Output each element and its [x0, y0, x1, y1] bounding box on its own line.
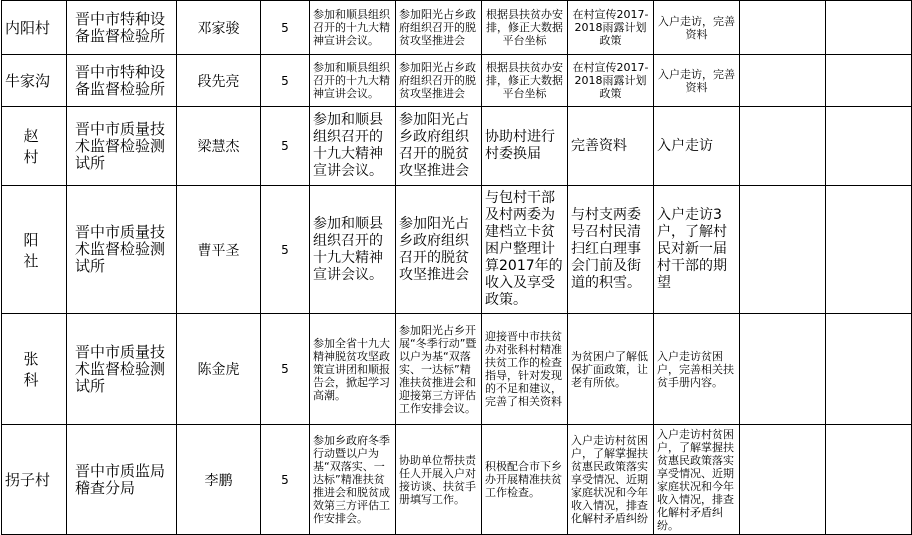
days-cell: 5 [261, 55, 310, 107]
empty-cell [740, 186, 826, 314]
days-cell: 5 [261, 186, 310, 314]
table-row [2, 425, 912, 535]
days-cell: 5 [261, 314, 310, 425]
person-cell: 曹平圣 [177, 186, 261, 314]
activity-cell: 积极配合市下乡办开展精准扶贫工作检查。 [482, 425, 568, 535]
activity-cell: 参加和顺县组织召开的十九大精神宣讲会议。 [310, 55, 396, 107]
days-cell: 5 [261, 107, 310, 186]
village-cell: 内阳村 [2, 1, 67, 55]
person-cell: 梁慧杰 [177, 107, 261, 186]
unit-cell: 晋中市质量技术监督检验测试所 [67, 107, 177, 186]
empty-cell [740, 107, 826, 186]
table-row [2, 314, 912, 425]
empty-cell [826, 107, 912, 186]
activity-cell: 完善资料 [568, 107, 654, 186]
days-cell: 5 [261, 1, 310, 55]
activity-cell: 在村宣传2017-2018雨露计划政策 [568, 1, 654, 55]
table-row [2, 107, 912, 186]
village-cell: 张 科 [2, 314, 67, 425]
activity-cell: 入户走访贫困户，完善相关扶贫手册内容。 [654, 314, 740, 425]
empty-cell [826, 55, 912, 107]
village-cell: 牛家沟 [2, 55, 67, 107]
activity-cell: 参加阳光占乡开展“冬季行动”暨以户为基“双落实、一达标”精准扶贫推进会和迎接第三方评估工作安排会议。 [396, 314, 482, 425]
activity-cell: 协助单位帮扶责任人开展入户对接访谈、扶贫手册填写工作。 [396, 425, 482, 535]
activity-cell: 与包村干部及村两委为建档立卡贫困户整理计算2017年的收入及享受政策。 [482, 186, 568, 314]
activity-cell: 在村宣传2017-2018雨露计划政策 [568, 55, 654, 107]
activity-cell: 入户走访3户，了解村民对新一届村干部的期望 [654, 186, 740, 314]
unit-cell: 晋中市质量技术监督检验测试所 [67, 314, 177, 425]
empty-cell [826, 425, 912, 535]
village-cell: 拐子村 [2, 425, 67, 535]
table-row [2, 186, 912, 314]
activity-cell: 参加阳光占乡政府组织召开的脱贫攻坚推进会 [396, 1, 482, 55]
empty-cell [740, 55, 826, 107]
activity-cell: 入户走访 [654, 107, 740, 186]
village-cell: 赵 村 [2, 107, 67, 186]
empty-cell [740, 425, 826, 535]
activity-cell: 参加和顺县组织召开的十九大精神宣讲会议。 [310, 186, 396, 314]
activity-cell: 参加阳光占乡政府组织召开的脱贫攻坚推进会 [396, 55, 482, 107]
activity-cell: 与村支两委号召村民清扫红白理事会门前及街道的积雪。 [568, 186, 654, 314]
village-cell: 阳 社 [2, 186, 67, 314]
activity-cell: 为贫困户了解低保扩面政策，让老有所依。 [568, 314, 654, 425]
activity-cell: 参加和顺县组织召开的十九大精神宣讲会议。 [310, 107, 396, 186]
unit-cell: 晋中市特种设备监督检验所 [67, 1, 177, 55]
activity-cell: 参加全省十九大精神脱贫攻坚政策宣讲团和顺报告会，掀起学习高潮。 [310, 314, 396, 425]
days-cell: 5 [261, 425, 310, 535]
activity-cell: 参加乡政府冬季行动暨以户为基“双落实、一达标”精准扶贫推进会和脱贫成效第三方评估工作安排会。 [310, 425, 396, 535]
activity-cell: 根据县扶贫办安排，修正大数据平台坐标 [482, 1, 568, 55]
activity-cell: 参加阳光占乡政府组织召开的脱贫攻坚推进会 [396, 107, 482, 186]
empty-cell [826, 186, 912, 314]
unit-cell: 晋中市质监局稽查分局 [67, 425, 177, 535]
empty-cell [740, 1, 826, 55]
table-row [2, 55, 912, 107]
activity-cell: 参加和顺县组织召开的十九大精神宣讲会议。 [310, 1, 396, 55]
table-row [2, 1, 912, 55]
village-work-table [1, 0, 912, 535]
empty-cell [826, 1, 912, 55]
person-cell: 陈金虎 [177, 314, 261, 425]
activity-cell: 协助村进行村委换届 [482, 107, 568, 186]
empty-cell [740, 314, 826, 425]
person-cell: 段先亮 [177, 55, 261, 107]
activity-cell: 入户走访村贫困户，了解掌握扶贫惠民政策落实享受情况、近期家庭状况和今年收入情况，排查化解村矛盾纠纷 [568, 425, 654, 535]
person-cell: 李鹏 [177, 425, 261, 535]
activity-cell: 参加阳光占乡政府组织召开的脱贫攻坚推进会 [396, 186, 482, 314]
empty-cell [826, 314, 912, 425]
activity-cell: 根据县扶贫办安排，修正大数据平台坐标 [482, 55, 568, 107]
unit-cell: 晋中市质量技术监督检验测试所 [67, 186, 177, 314]
activity-cell: 入户走访村贫困户，了解掌握扶贫惠民政策落实享受情况、近期家庭状况和今年收入情况，排查化解村矛盾纠纷。 [654, 425, 740, 535]
unit-cell: 晋中市特种设备监督检验所 [67, 55, 177, 107]
activity-cell: 迎接晋中市扶贫办对张科村精准扶贫工作的检查指导，针对发现的不足和建议，完善了相关资料 [482, 314, 568, 425]
person-cell: 邓家骏 [177, 1, 261, 55]
activity-cell: 入户走访，完善资料 [654, 55, 740, 107]
activity-cell: 入户走访，完善资料 [654, 1, 740, 55]
